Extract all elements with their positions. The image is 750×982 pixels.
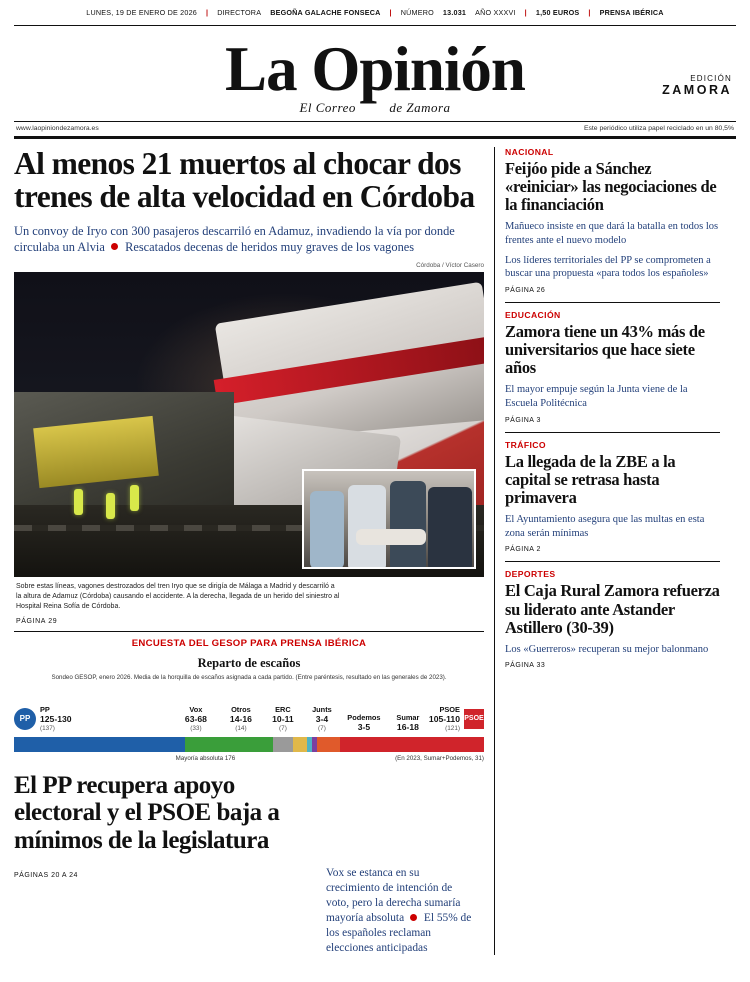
- masthead-title: La Opinión: [225, 34, 525, 104]
- lead-subhead: [14, 224, 484, 256]
- side-body-a: El Ayuntamiento asegura que las multas en esta zona serán mínimas: [505, 514, 705, 539]
- party-seats: 16-18: [396, 722, 419, 733]
- edition-block: [662, 74, 732, 97]
- bar-segment-vox: [185, 737, 273, 752]
- poll-side-text: [326, 864, 476, 955]
- party-seats: 3-4: [315, 714, 329, 725]
- masthead-subtitle: [14, 100, 736, 116]
- side-body-a: Mañueco insiste en que dará la batalla en todos los frentes ante el nuevo modelo: [505, 221, 719, 247]
- side-body-a: El mayor empuje según la Junta viene de la Escuela Politécnica: [505, 384, 688, 410]
- separator-icon: |: [588, 8, 591, 17]
- separator-icon: |: [524, 8, 527, 17]
- party-seats: 63-68: [184, 714, 207, 725]
- poll-section: [14, 631, 484, 955]
- photo-credit: Córdoba / Víctor Casero: [416, 261, 484, 269]
- poll-side-text-a: Vox se estanca en su crecimiento de intención de voto, pero la derecha sumaría mayoría absoluta: [326, 867, 461, 924]
- poll-headline[interactable]: El PP recupera apoyo electoral y el PSOE baja a mínimos de la legislatura: [14, 771, 280, 854]
- director-label: DIRECTORA: [217, 8, 262, 17]
- party-badge-psoe: PSOE: [464, 709, 484, 729]
- inset-person: [310, 491, 344, 569]
- main-column: [14, 147, 484, 955]
- issue-number: 13.031: [442, 8, 467, 17]
- side-page-ref[interactable]: PÁGINA 2: [505, 546, 541, 554]
- side-page-ref[interactable]: PÁGINA 33: [505, 662, 546, 670]
- party-previous: (14): [235, 724, 247, 732]
- photo-caption: Sobre estas líneas, vagones destrozados del tren Iryo que se dirigía de Málaga a Madrid y descarriló a la altura de Adamuz (Córdoba) causando el accidente. A la derecha, llegada de un herido del siniestro al Hospital Reina Sofía de Córdoba.: [16, 582, 340, 610]
- bar-segment-psoe: [340, 737, 484, 752]
- party-seats: 10-11: [272, 714, 294, 725]
- side-column: [494, 147, 720, 955]
- side-story-nacional[interactable]: [505, 147, 720, 294]
- party-name: Podemos: [347, 712, 381, 722]
- lead-photo: [14, 272, 484, 577]
- section-kicker: EDUCACIÓN: [505, 309, 561, 320]
- bar-segment-erc: [293, 737, 307, 752]
- masthead-subtitle-right: de Zamora: [389, 100, 451, 115]
- party-name: Junts: [312, 704, 332, 714]
- rescue-worker: [130, 485, 139, 511]
- poll-party-labels: [14, 689, 484, 733]
- inset-person: [390, 481, 426, 569]
- inset-person: [348, 485, 386, 569]
- party-name: PP: [40, 704, 50, 714]
- party-name: Sumar: [396, 712, 420, 722]
- publisher-name: PRENSA IBÉRICA: [599, 8, 664, 17]
- party-previous: (7): [279, 724, 287, 732]
- side-story-deportes[interactable]: [505, 569, 720, 669]
- section-kicker: DEPORTES: [505, 569, 556, 580]
- separator-icon: |: [205, 8, 209, 17]
- party-name: ERC: [275, 704, 291, 714]
- content-columns: [14, 139, 736, 955]
- poll-side-text-b: El 55% de los españoles reclaman elecciones anticipadas: [326, 911, 472, 954]
- divider: [505, 432, 720, 433]
- rescue-worker: [74, 489, 83, 515]
- party-previous: (7): [318, 724, 326, 732]
- number-label: NÚMERO: [400, 8, 434, 17]
- party-seats: 3-5: [357, 722, 371, 733]
- bar-segment-sumar: [317, 737, 340, 752]
- side-headline[interactable]: La llegada de la ZBE a la capital se retrasa hasta primavera: [505, 451, 676, 507]
- bullet-dot-icon: [111, 243, 118, 250]
- separator-icon: |: [389, 8, 392, 17]
- side-headline[interactable]: Zamora tiene un 43% más de universitarios que hace siete años: [505, 321, 705, 378]
- edition-label: EDICIÓN: [690, 74, 732, 83]
- lead-subhead-b: Rescatados decenas de heridos muy graves de los vagones: [125, 239, 415, 254]
- side-page-ref[interactable]: PÁGINA 26: [505, 286, 546, 294]
- bar-annotations: [14, 752, 484, 762]
- masthead: [14, 26, 736, 122]
- recycled-paper-note: Este periódico utiliza papel reciclado en un 80,5%: [583, 125, 734, 132]
- poll-page-ref[interactable]: PÁGINAS 20 A 24: [14, 872, 78, 880]
- seat-distribution-bar: [14, 737, 484, 752]
- party-name: PSOE: [439, 704, 460, 714]
- side-page-ref[interactable]: PÁGINA 3: [505, 416, 541, 424]
- divider: [505, 302, 720, 303]
- party-seats: 105-110: [428, 714, 460, 725]
- party-seats: 14-16: [229, 714, 252, 725]
- director-name: BEGOÑA GALACHE FONSECA: [270, 8, 381, 17]
- bar-segment-otros: [273, 737, 293, 752]
- party-name: Otros: [231, 704, 251, 714]
- publication-date: LUNES, 19 DE ENERO DE 2026: [86, 8, 197, 17]
- website-url[interactable]: www.laopiniondezamora.es: [16, 125, 99, 132]
- poll-bottom-row: [14, 864, 484, 955]
- edition-name: ZAMORA: [662, 83, 732, 97]
- side-headline[interactable]: El Caja Rural Zamora refuerza su liderato ante Astander Astillero (30-39): [505, 581, 720, 637]
- bullet-dot-icon: [410, 914, 417, 921]
- year-label: AÑO XXXVI: [475, 8, 516, 17]
- inset-photo-hospital: [302, 469, 476, 569]
- lead-subhead-a: Un convoy de Iryo con 300 pasajeros descarriló en Adamuz, invadiendo la vía por donde circulaba un Alvia: [14, 223, 455, 254]
- coalition-note: (En 2023, Sumar+Podemos, 31): [395, 754, 484, 762]
- side-body-b: Los líderes territoriales del PP se comprometen a buscar una propuesta «para todos los españoles»: [505, 254, 711, 280]
- lead-headline[interactable]: Al menos 21 muertos al chocar dos trenes de alta velocidad en Córdoba: [14, 146, 475, 215]
- side-body-a: Los «Guerreros» recuperan su mejor balonmano: [505, 643, 709, 655]
- side-headline[interactable]: Feijóo pide a Sánchez «reiniciar» las negociaciones de la financiación: [505, 159, 717, 215]
- lead-page-ref[interactable]: PÁGINA 29: [16, 617, 58, 625]
- rescue-worker: [106, 493, 115, 519]
- inset-stretcher: [356, 529, 426, 545]
- party-previous: (121): [445, 724, 460, 732]
- party-previous: (137): [40, 724, 55, 732]
- party-seats: 125-130: [40, 714, 72, 725]
- poll-kicker: ENCUESTA DEL GESOP PARA PRENSA IBÉRICA: [131, 637, 367, 649]
- party-badge-pp: PP: [14, 708, 36, 730]
- section-kicker: TRÁFICO: [505, 439, 546, 450]
- party-name: Vox: [189, 704, 203, 714]
- party-previous: (33): [190, 724, 202, 732]
- side-story-trafico[interactable]: [505, 440, 720, 554]
- side-story-educacion[interactable]: [505, 310, 720, 424]
- bar-segment-pp: [14, 737, 185, 752]
- section-kicker: NACIONAL: [505, 147, 554, 157]
- poll-title: Reparto de escaños: [197, 655, 301, 670]
- masthead-footer-row: [14, 122, 736, 136]
- poll-note: Sondeo GESOP, enero 2026. Media de la horquilla de escaños asignada a cada partido. (Entre paréntesis, resultado en las generales de 2023).: [51, 673, 447, 681]
- masthead-subtitle-left: El Correo: [299, 100, 356, 115]
- price: 1,50 EUROS: [535, 8, 580, 17]
- top-info-bar: [14, 0, 736, 26]
- inset-person: [428, 487, 472, 569]
- divider: [505, 561, 720, 562]
- damaged-yellow-panel: [33, 415, 159, 487]
- majority-label: Mayoría absoluta 176: [175, 754, 236, 762]
